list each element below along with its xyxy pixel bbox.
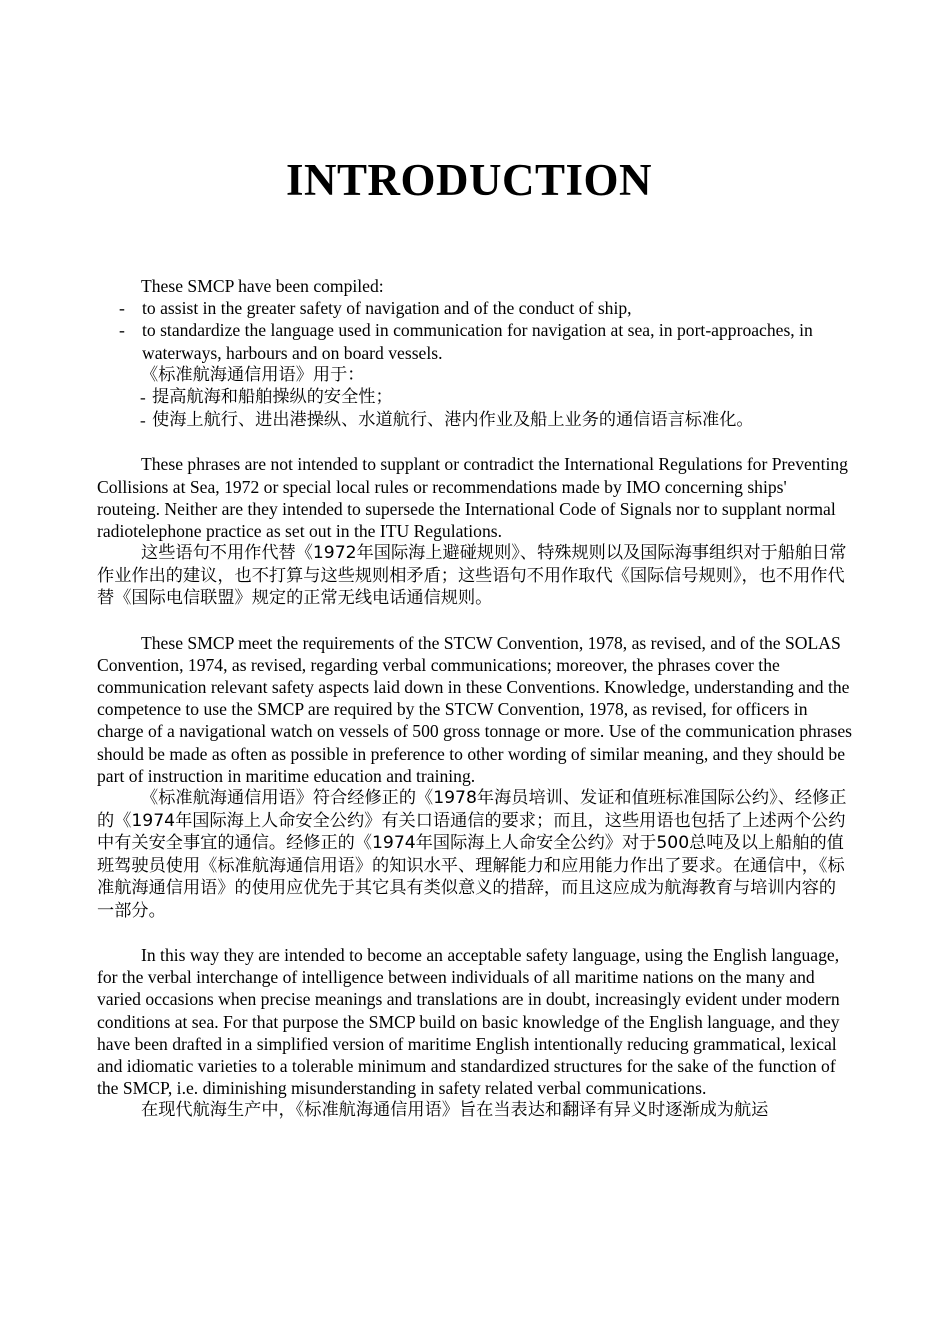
document-body [97, 203, 853, 1122]
list-item [97, 386, 853, 409]
page-title: INTRODUCTION [285, 155, 653, 205]
list-item-text: 使海上航行、进出港操纵、水道航行、港内作业及船上业务的通信语言标准化。 [152, 409, 754, 430]
paragraph: These SMCP have been compiled: [141, 276, 384, 296]
paragraph: These SMCP meet the requirements of the STCW Convention, 1978, as revised, and of the SOLAS Convention, 1974, as revised, regarding verbal communications; moreover, the phrases cover the communication relevant safety aspects laid down in these Conventions. Knowledge, understanding and the competence to use the SMCP are required by the STCW Convention, 1978, as revised, for officers in charge of a navigational watch on vessels of 500 gross tonnage or more. Use of the communication phrases should be made as often as possible in preference to other wording of similar meaning, and they should be part of instruction in maritime education and training. [97, 632, 853, 786]
list-marker: - [119, 320, 125, 341]
list-item-text: to standardize the language used in communication for navigation at sea, in port-approaches, in waterways, harbours and on board vessels. [142, 320, 813, 363]
list-item [97, 297, 853, 319]
paragraph: 这些语句不用作代替《1972年国际海上避碰规则》、特殊规则以及国际海事组织对于船舶日常作业作出的建议，也不打算与这些规则相矛盾；这些语句不用作取代《国际信号规则》，也不用作代替《国际电信联盟》规定的正常无线电话通信规则。 [97, 543, 847, 609]
list-item-text: to assist in the greater safety of navigation and of the conduct of ship, [142, 298, 632, 319]
list-item [97, 319, 853, 363]
paragraph: These phrases are not intended to supplant or contradict the International Regulations for Preventing Collisions at Sea, 1972 or special local rules or recommendations made by IMO concerning ships' routeing. Neither are they intended to supersede the International Code of Signals nor to supplant normal radiotelephone practice as set out in the ITU Regulations. [97, 454, 848, 541]
list-marker: - [119, 298, 125, 319]
paragraph: 《标准航海通信用语》用于： [141, 364, 365, 385]
paragraph: 在现代航海生产中，《标准航海通信用语》旨在当表达和翻译有异义时逐渐成为航运 [141, 1100, 769, 1121]
page-content [97, 0, 853, 1122]
paragraph: 《标准航海通信用语》符合经修正的《1978年海员培训、发证和值班标准国际公约》、经修正的《1974年国际海上人命安全公约》有关口语通信的要求；而且，这些用语也包括了上述两个公约中有关安全事宜的通信。经修正的《1974年国际海上人命安全公约》对于500总吨及以上船舶的值班驾驶员使用《标准航海通信用语》的知识水平、理解能力和应用能力作出了要求。在通信中，《标准航海通信用语》的使用应优先于其它具有类似意义的措辞，而且这应成为航海教育与培训内容的一部分。 [97, 788, 847, 921]
paragraph: In this way they are intended to become an acceptable safety language, using the English language, for the verbal interchange of intelligence between individuals of all maritime nations on the many and varied occasions when precise meanings and translations are in doubt, increasingly evident under modern conditions at sea. For that purpose the SMCP build on basic knowledge of the English language, and they have been drafted in a simplified version of maritime English intentionally reducing grammatical, lexical and idiomatic varieties to a tolerable minimum and standardized structures for the sake of the function of the SMCP, i.e. diminishing misunderstanding in safety related verbal communications. [97, 945, 840, 1099]
list-item [97, 409, 853, 432]
list-marker: - [140, 410, 146, 430]
list-item-text: 提高航海和船舶操纵的安全性； [152, 387, 393, 408]
list-marker: - [140, 388, 146, 408]
